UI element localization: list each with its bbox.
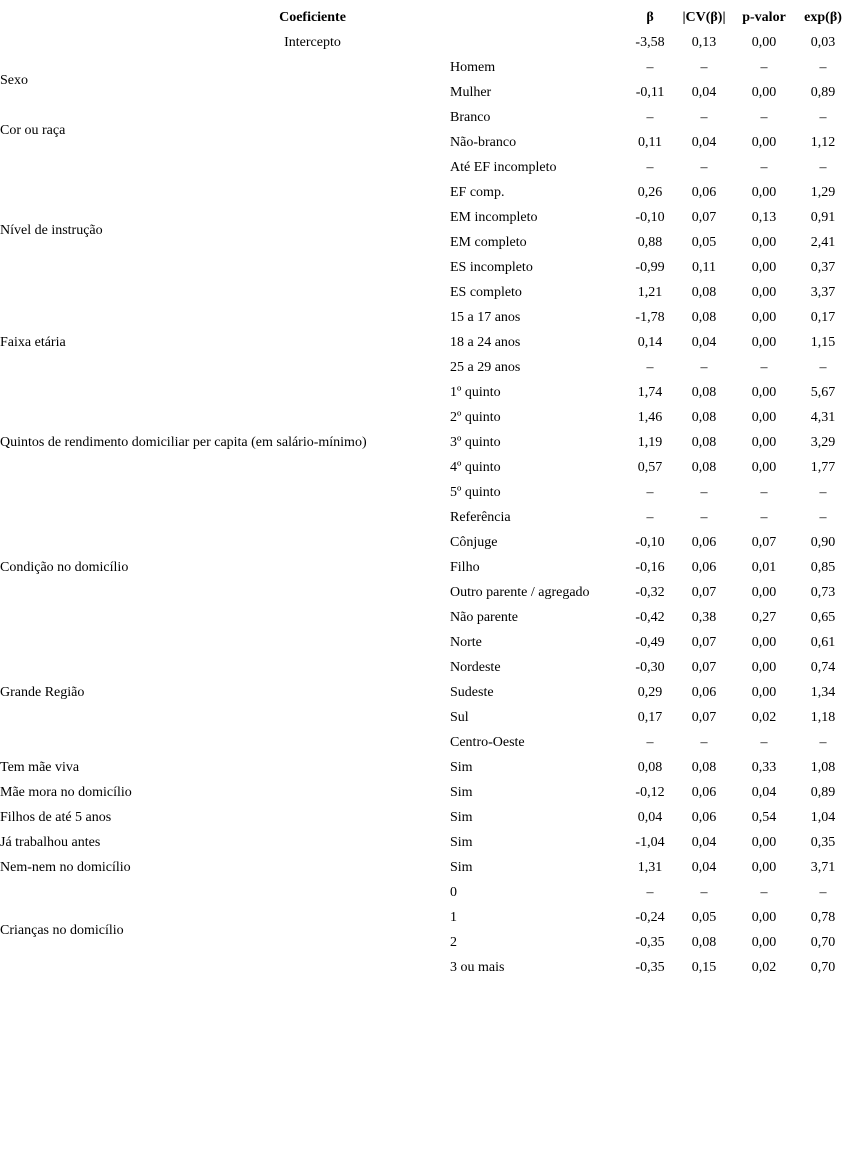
value-cell: -0,10 bbox=[635, 210, 665, 225]
category-label: 1 bbox=[450, 910, 457, 925]
value-cell: 0,07 bbox=[691, 635, 717, 650]
value-cell: 0,00 bbox=[751, 85, 777, 100]
category-label: Sim bbox=[450, 785, 473, 800]
value-cell: 0,00 bbox=[751, 635, 777, 650]
header-col-cv-beta: |CV(β)| bbox=[682, 10, 726, 25]
header-col-p-value: p-valor bbox=[742, 10, 786, 25]
value-cell: 0,35 bbox=[810, 835, 836, 850]
value-cell: -0,30 bbox=[635, 660, 665, 675]
value-cell: 0,00 bbox=[751, 260, 777, 275]
value-cell: 0,06 bbox=[691, 685, 717, 700]
value-cell: – bbox=[819, 60, 827, 75]
value-cell: 1,15 bbox=[810, 335, 836, 350]
value-cell: 0,00 bbox=[751, 335, 777, 350]
value-cell: 3,29 bbox=[810, 435, 836, 450]
value-cell: -0,10 bbox=[635, 535, 665, 550]
group-label: Faixa etária bbox=[0, 335, 66, 350]
table-row bbox=[0, 30, 851, 55]
table-row bbox=[0, 105, 851, 130]
value-cell: 0,08 bbox=[691, 435, 717, 450]
value-cell: 0,08 bbox=[691, 285, 717, 300]
value-cell: – bbox=[819, 735, 827, 750]
value-cell: – bbox=[646, 510, 654, 525]
value-cell: 0,00 bbox=[751, 310, 777, 325]
category-label: 18 a 24 anos bbox=[450, 335, 521, 350]
value-cell: – bbox=[700, 510, 708, 525]
value-cell: 0,89 bbox=[810, 85, 836, 100]
group-label: Mãe mora no domicílio bbox=[0, 785, 132, 800]
value-cell: 0,13 bbox=[691, 35, 717, 50]
value-cell: – bbox=[646, 360, 654, 375]
value-cell: 0,00 bbox=[751, 135, 777, 150]
header-coefficient-label: Coeficiente bbox=[279, 10, 346, 25]
value-cell: 1,12 bbox=[810, 135, 836, 150]
category-label: 25 a 29 anos bbox=[450, 360, 521, 375]
value-cell: 0,01 bbox=[751, 560, 777, 575]
value-cell: – bbox=[760, 160, 768, 175]
value-cell: – bbox=[819, 485, 827, 500]
table-row bbox=[0, 830, 851, 855]
value-cell: 1,29 bbox=[810, 185, 836, 200]
value-cell: 0,06 bbox=[691, 535, 717, 550]
value-cell: 0,04 bbox=[691, 860, 717, 875]
value-cell: 0,85 bbox=[810, 560, 836, 575]
value-cell: 0,57 bbox=[637, 460, 663, 475]
category-label: ES completo bbox=[450, 285, 522, 300]
value-cell: 1,21 bbox=[637, 285, 663, 300]
value-cell: -1,78 bbox=[635, 310, 665, 325]
value-cell: 0,15 bbox=[691, 960, 717, 975]
row-label-spanned: Intercepto bbox=[284, 35, 341, 50]
value-cell: – bbox=[700, 885, 708, 900]
category-label: Sim bbox=[450, 860, 473, 875]
value-cell: 0,08 bbox=[691, 760, 717, 775]
value-cell: -0,12 bbox=[635, 785, 665, 800]
value-cell: – bbox=[819, 110, 827, 125]
group-label: Grande Região bbox=[0, 685, 85, 700]
value-cell: 1,34 bbox=[810, 685, 836, 700]
value-cell: – bbox=[700, 60, 708, 75]
value-cell: 0,17 bbox=[810, 310, 836, 325]
value-cell: 0,00 bbox=[751, 685, 777, 700]
value-cell: -0,99 bbox=[635, 260, 665, 275]
value-cell: 5,67 bbox=[810, 385, 836, 400]
value-cell: 0,91 bbox=[810, 210, 836, 225]
value-cell: 0,07 bbox=[751, 535, 777, 550]
table-header-row bbox=[0, 5, 851, 30]
value-cell: – bbox=[700, 485, 708, 500]
table-row bbox=[0, 630, 851, 655]
value-cell: 1,04 bbox=[810, 810, 836, 825]
value-cell: 0,00 bbox=[751, 385, 777, 400]
category-label: Homem bbox=[450, 60, 496, 75]
header-col-exp-beta: exp(β) bbox=[804, 10, 842, 25]
table-row bbox=[0, 155, 851, 180]
table-row bbox=[0, 755, 851, 780]
table-row bbox=[0, 780, 851, 805]
value-cell: – bbox=[760, 885, 768, 900]
value-cell: 0,78 bbox=[810, 910, 836, 925]
category-label: 2º quinto bbox=[450, 410, 501, 425]
value-cell: 0,29 bbox=[637, 685, 663, 700]
category-label: 3º quinto bbox=[450, 435, 501, 450]
value-cell: -0,35 bbox=[635, 960, 665, 975]
table-row bbox=[0, 805, 851, 830]
value-cell: 0,08 bbox=[691, 310, 717, 325]
value-cell: 0,02 bbox=[751, 960, 777, 975]
value-cell: 0,61 bbox=[810, 635, 836, 650]
value-cell: 1,19 bbox=[637, 435, 663, 450]
group-label: Condição no domicílio bbox=[0, 560, 129, 575]
value-cell: 0,00 bbox=[751, 910, 777, 925]
value-cell: – bbox=[700, 360, 708, 375]
value-cell: 2,41 bbox=[810, 235, 836, 250]
value-cell: 0,03 bbox=[810, 35, 836, 50]
value-cell: -0,42 bbox=[635, 610, 665, 625]
value-cell: 1,31 bbox=[637, 860, 663, 875]
value-cell: 0,04 bbox=[691, 135, 717, 150]
value-cell: 0,54 bbox=[751, 810, 777, 825]
group-label: Filhos de até 5 anos bbox=[0, 810, 112, 825]
value-cell: 0,06 bbox=[691, 785, 717, 800]
value-cell: 0,27 bbox=[751, 610, 777, 625]
value-cell: 0,70 bbox=[810, 960, 836, 975]
value-cell: 0,04 bbox=[751, 785, 777, 800]
coefficients-table-body bbox=[0, 30, 851, 980]
value-cell: -0,49 bbox=[635, 635, 665, 650]
value-cell: 1,46 bbox=[637, 410, 663, 425]
value-cell: 0,73 bbox=[810, 585, 836, 600]
value-cell: 0,88 bbox=[637, 235, 663, 250]
value-cell: – bbox=[646, 735, 654, 750]
value-cell: – bbox=[819, 360, 827, 375]
group-label: Quintos de rendimento domiciliar per capita (em salário-mínimo) bbox=[0, 435, 367, 450]
value-cell: – bbox=[646, 60, 654, 75]
category-label: ES incompleto bbox=[450, 260, 533, 275]
header-col-beta: β bbox=[646, 10, 654, 25]
category-label: EM incompleto bbox=[450, 210, 538, 225]
category-label: EF comp. bbox=[450, 185, 505, 200]
table-row bbox=[0, 380, 851, 405]
category-label: Não-branco bbox=[450, 135, 517, 150]
value-cell: 0,00 bbox=[751, 285, 777, 300]
value-cell: 0,08 bbox=[691, 385, 717, 400]
value-cell: 0,38 bbox=[691, 610, 717, 625]
category-label: 1º quinto bbox=[450, 385, 501, 400]
value-cell: 0,06 bbox=[691, 185, 717, 200]
value-cell: – bbox=[700, 160, 708, 175]
category-label: Sul bbox=[450, 710, 469, 725]
value-cell: 0,70 bbox=[810, 935, 836, 950]
value-cell: 0,37 bbox=[810, 260, 836, 275]
value-cell: 0,08 bbox=[691, 460, 717, 475]
value-cell: – bbox=[760, 485, 768, 500]
value-cell: -0,32 bbox=[635, 585, 665, 600]
value-cell: 0,90 bbox=[810, 535, 836, 550]
value-cell: -0,35 bbox=[635, 935, 665, 950]
category-label: Sim bbox=[450, 835, 473, 850]
value-cell: 0,13 bbox=[751, 210, 777, 225]
value-cell: 0,00 bbox=[751, 660, 777, 675]
value-cell: 0,05 bbox=[691, 910, 717, 925]
category-label: Sim bbox=[450, 810, 473, 825]
group-label: Tem mãe viva bbox=[0, 760, 80, 775]
value-cell: – bbox=[760, 735, 768, 750]
group-label: Nem-nem no domicílio bbox=[0, 860, 131, 875]
value-cell: 0,11 bbox=[638, 135, 662, 150]
value-cell: 0,17 bbox=[637, 710, 663, 725]
category-label: Referência bbox=[450, 510, 511, 525]
table-row bbox=[0, 880, 851, 905]
category-label: Não parente bbox=[450, 610, 519, 625]
category-label: Outro parente / agregado bbox=[450, 585, 590, 600]
coefficients-table bbox=[0, 5, 851, 980]
value-cell: – bbox=[700, 735, 708, 750]
group-label: Cor ou raça bbox=[0, 122, 66, 138]
value-cell: 0,00 bbox=[751, 835, 777, 850]
value-cell: – bbox=[819, 160, 827, 175]
category-label: Filho bbox=[450, 560, 480, 575]
value-cell: -0,24 bbox=[635, 910, 665, 925]
value-cell: 0,65 bbox=[810, 610, 836, 625]
category-label: EM completo bbox=[450, 235, 527, 250]
value-cell: 0,07 bbox=[691, 660, 717, 675]
category-label: 0 bbox=[450, 885, 457, 900]
category-label: 2 bbox=[450, 935, 457, 950]
group-label: Crianças no domicílio bbox=[0, 922, 124, 938]
category-label: Até EF incompleto bbox=[450, 160, 557, 175]
value-cell: 0,06 bbox=[691, 810, 717, 825]
value-cell: 0,08 bbox=[691, 935, 717, 950]
value-cell: 0,06 bbox=[691, 560, 717, 575]
value-cell: 0,89 bbox=[810, 785, 836, 800]
value-cell: 3,71 bbox=[810, 860, 836, 875]
value-cell: 0,14 bbox=[637, 335, 663, 350]
category-label: Branco bbox=[450, 110, 491, 125]
category-label: Cônjuge bbox=[450, 535, 498, 550]
value-cell: 0,04 bbox=[691, 335, 717, 350]
category-label: Centro-Oeste bbox=[450, 735, 525, 750]
value-cell: -1,04 bbox=[635, 835, 665, 850]
category-label: 3 ou mais bbox=[450, 960, 505, 975]
value-cell: – bbox=[760, 510, 768, 525]
value-cell: 0,04 bbox=[691, 85, 717, 100]
value-cell: – bbox=[646, 885, 654, 900]
value-cell: 0,04 bbox=[691, 835, 717, 850]
value-cell: 0,00 bbox=[751, 410, 777, 425]
value-cell: 0,04 bbox=[637, 810, 663, 825]
group-label: Já trabalhou antes bbox=[0, 835, 101, 850]
value-cell: 0,00 bbox=[751, 235, 777, 250]
table-row bbox=[0, 505, 851, 530]
value-cell: 0,02 bbox=[751, 710, 777, 725]
value-cell: 0,00 bbox=[751, 860, 777, 875]
value-cell: 1,77 bbox=[810, 460, 836, 475]
value-cell: – bbox=[819, 885, 827, 900]
value-cell: 1,74 bbox=[637, 385, 663, 400]
value-cell: – bbox=[646, 485, 654, 500]
value-cell: 0,07 bbox=[691, 585, 717, 600]
value-cell: 0,26 bbox=[637, 185, 663, 200]
value-cell: – bbox=[700, 110, 708, 125]
value-cell: 0,74 bbox=[810, 660, 836, 675]
category-label: Sim bbox=[450, 760, 473, 775]
value-cell: 1,08 bbox=[810, 760, 836, 775]
value-cell: 3,37 bbox=[810, 285, 836, 300]
group-label: Nível de instrução bbox=[0, 222, 103, 238]
value-cell: – bbox=[646, 160, 654, 175]
table-row bbox=[0, 55, 851, 80]
value-cell: – bbox=[760, 60, 768, 75]
value-cell: 0,08 bbox=[691, 410, 717, 425]
category-label: Mulher bbox=[450, 85, 492, 100]
category-label: Norte bbox=[450, 635, 482, 650]
table-row bbox=[0, 855, 851, 880]
value-cell: 0,07 bbox=[691, 210, 717, 225]
value-cell: 0,08 bbox=[637, 760, 663, 775]
table-row bbox=[0, 305, 851, 330]
value-cell: -3,58 bbox=[635, 35, 665, 50]
value-cell: – bbox=[760, 110, 768, 125]
value-cell: 0,00 bbox=[751, 935, 777, 950]
group-label: Sexo bbox=[0, 72, 28, 88]
value-cell: 0,05 bbox=[691, 235, 717, 250]
value-cell: – bbox=[819, 510, 827, 525]
value-cell: 0,00 bbox=[751, 585, 777, 600]
value-cell: -0,16 bbox=[635, 560, 665, 575]
category-label: Nordeste bbox=[450, 660, 501, 675]
value-cell: – bbox=[760, 360, 768, 375]
value-cell: 0,00 bbox=[751, 185, 777, 200]
value-cell: 0,00 bbox=[751, 35, 777, 50]
category-label: 15 a 17 anos bbox=[450, 310, 521, 325]
value-cell: 0,00 bbox=[751, 460, 777, 475]
value-cell: 0,11 bbox=[692, 260, 716, 275]
value-cell: 0,00 bbox=[751, 435, 777, 450]
category-label: 5º quinto bbox=[450, 485, 501, 500]
value-cell: 1,18 bbox=[810, 710, 836, 725]
category-label: Sudeste bbox=[450, 685, 494, 700]
value-cell: -0,11 bbox=[635, 85, 665, 100]
value-cell: – bbox=[646, 110, 654, 125]
value-cell: 4,31 bbox=[810, 410, 836, 425]
category-label: 4º quinto bbox=[450, 460, 501, 475]
value-cell: 0,33 bbox=[751, 760, 777, 775]
value-cell: 0,07 bbox=[691, 710, 717, 725]
